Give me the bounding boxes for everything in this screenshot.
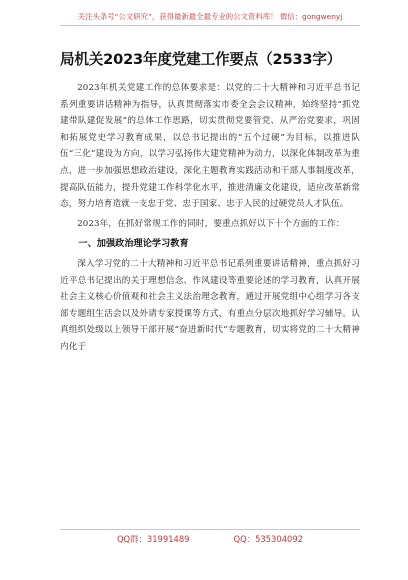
- section-paragraph: 深入学习党的二十大精神和习近平总书记系列重要讲话精神，重点抓好习近平总书记提出的关于理想信念、作风建设等重要论述的学习教育，认真开展社会主义核心价值观和社会主义法治理念教育，通过开展党组中心组学习各支部专题组生活会以及外请专家授课等方式，有重点分层次地抓好学习辅导。认真组织处级以上领导干部开展“奋进新时代”专题教育，切实将党的二十大精神内化于: [60, 258, 360, 352]
- document-title: 局机关2023年度党建工作要点（2533字）: [60, 51, 342, 68]
- footer-contact: [60, 529, 360, 548]
- document-body: [60, 80, 360, 356]
- body-paragraph: 2023年机关党建工作的总体要求是：以党的二十大精神和习近平总书记系列重要讲话精神为指导，认真贯彻落实市委全会会议精神，始终坚持“抓党建带队建促发展”的总体工作思路，切实贯彻党要管党、从严治党要求，巩固和拓展党史学习教育成果，以总书记提出的“五个过硬”为目标，以推进队伍“三化”建设为方向，以学习弘扬伟大建党精神为动力，以深化体制改革为重点，进一步加强思想政治建设，深化主题教育实践活动和干部人事制度改革，提高队伍能力，提升党建工作科学化水平，推进清廉文化建设，适应改革新常态，努力培育造就一支忠于党、忠于国家、忠于人民的过硬党员人才队伍。: [60, 83, 360, 210]
- section-heading: 一、加强政治理论学习教育: [78, 238, 189, 250]
- footer-qq: QQ：535304092: [233, 534, 304, 544]
- header-banner: 关注头条号“公文研究”，获得最新最全最专业的公文资料库！ 微信：gongwenyj: [60, 8, 360, 26]
- body-paragraph: 2023年，在抓好常规工作的同时，要重点抓好以下十个方面的工作：: [77, 218, 345, 229]
- footer-qq-group: QQ群：31991489: [116, 534, 190, 544]
